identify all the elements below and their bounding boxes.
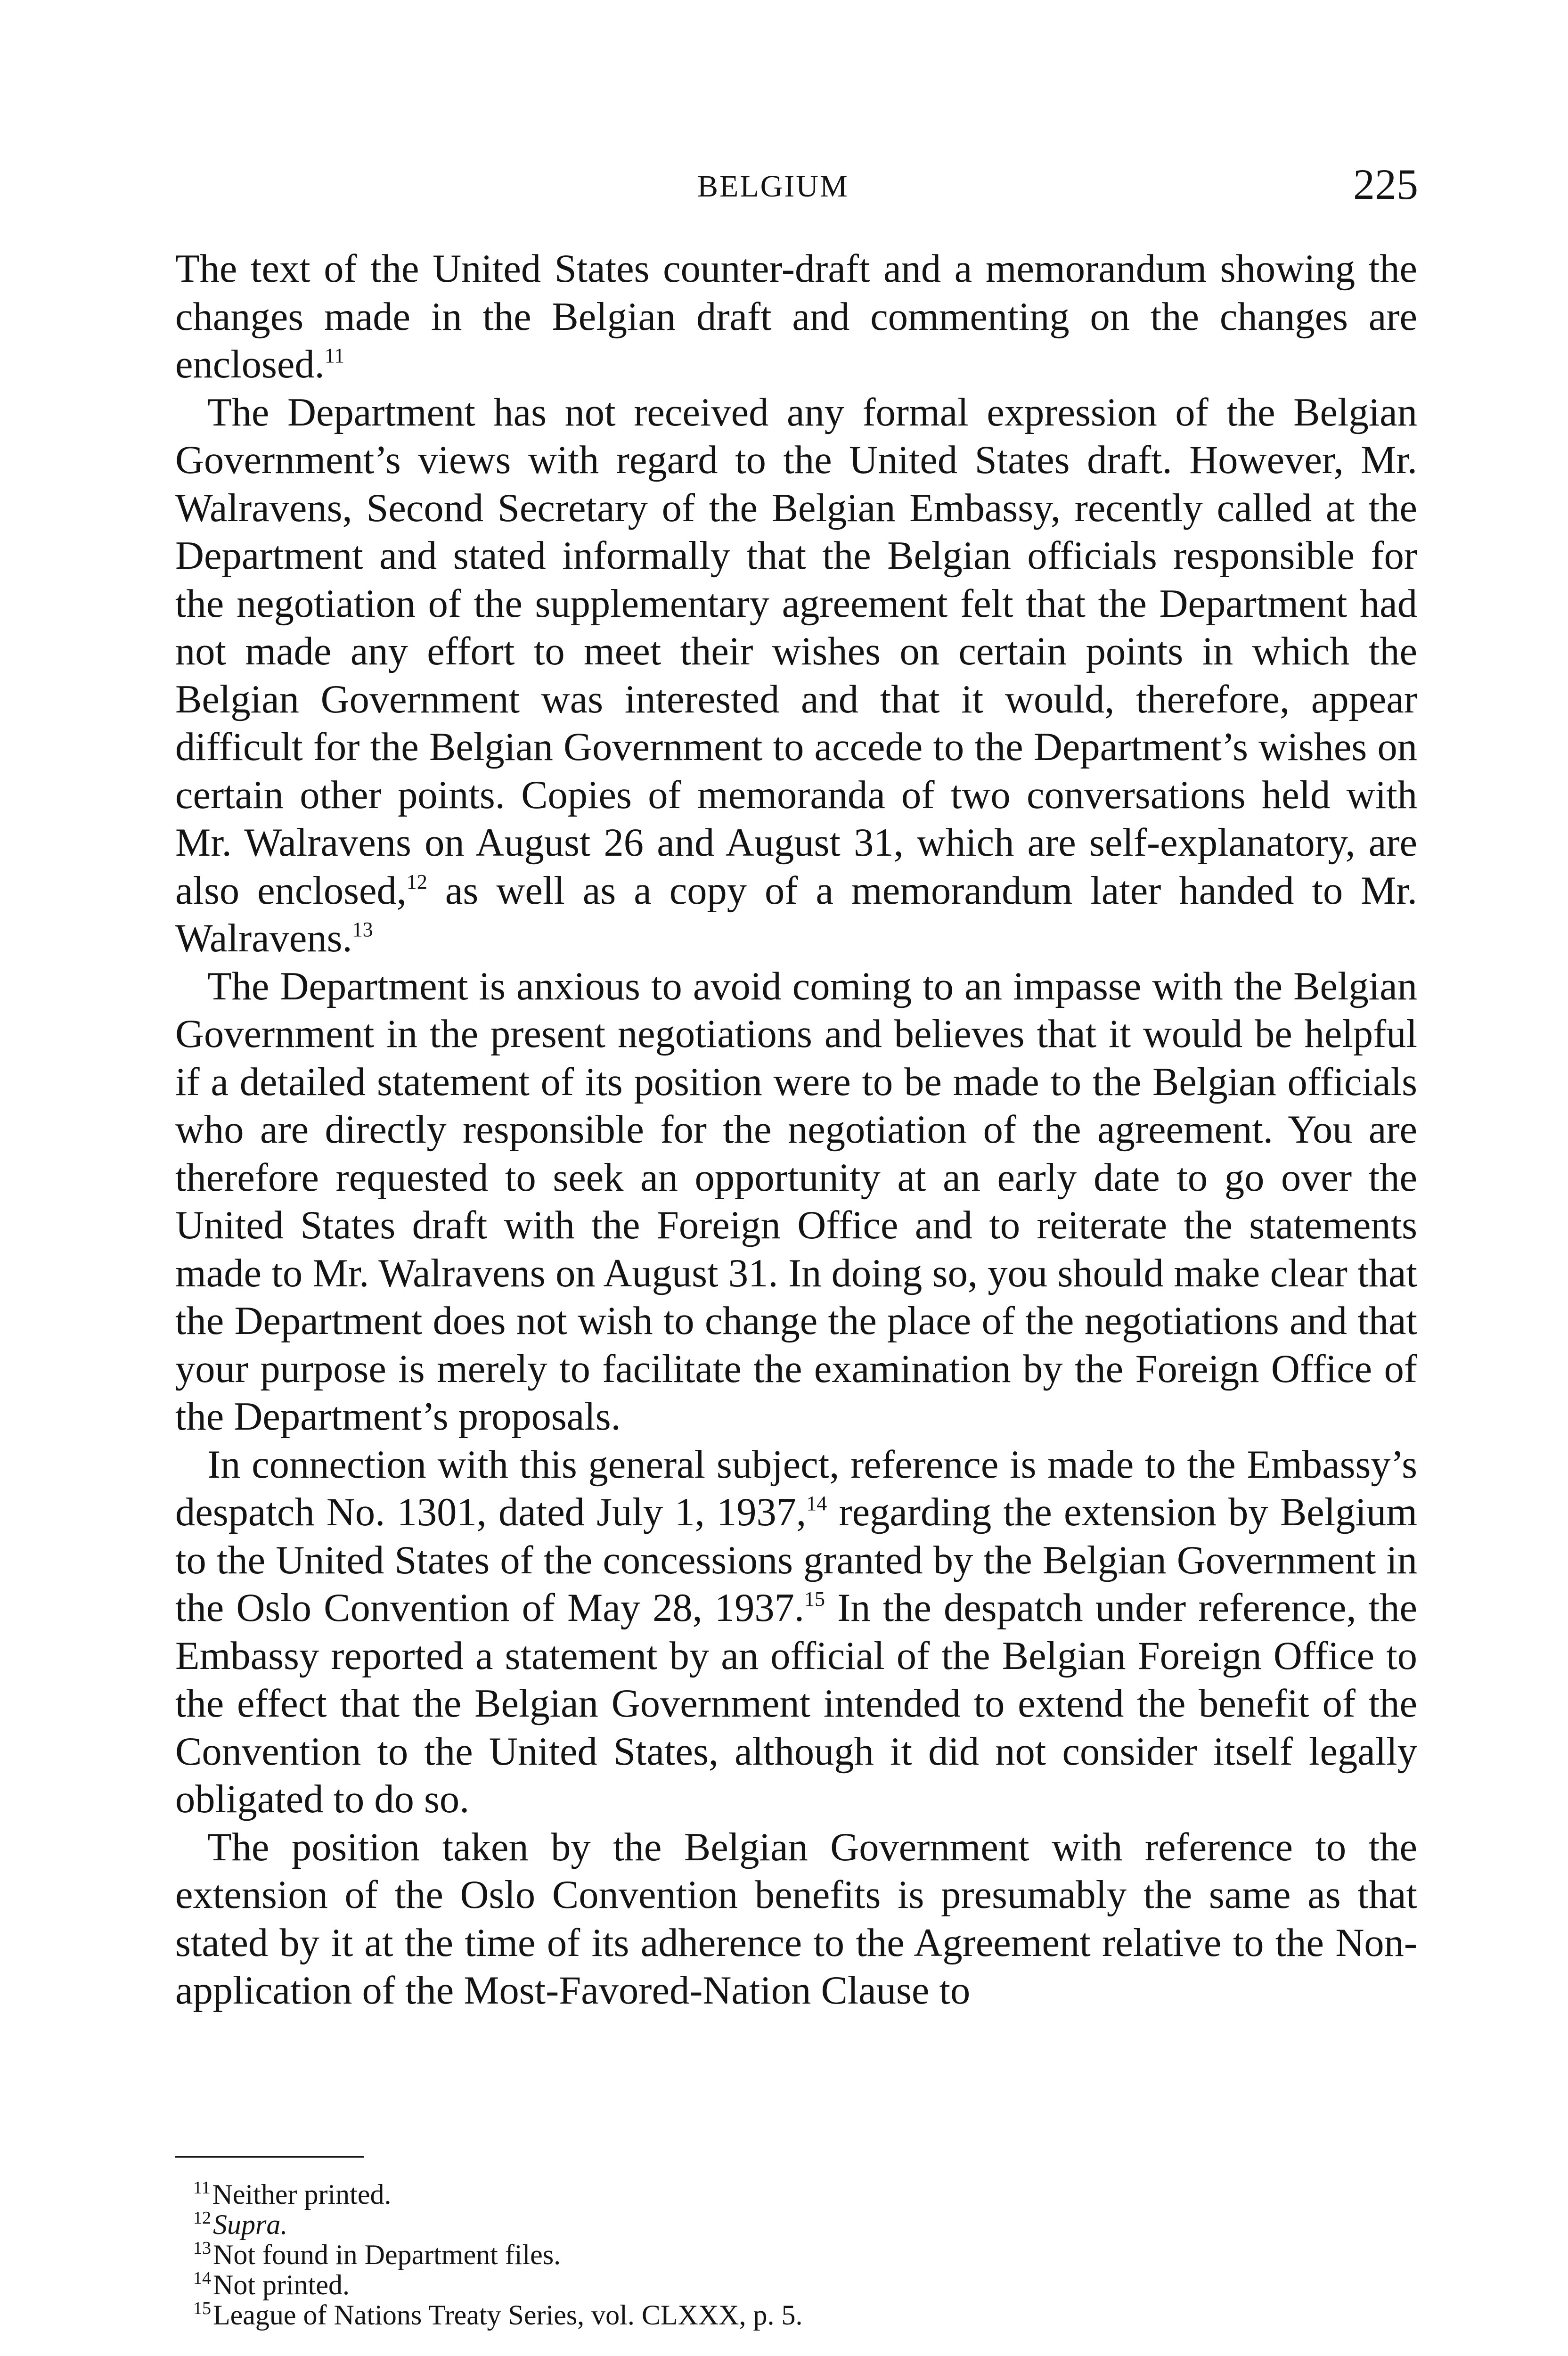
footnote-ref-11: 11 [324,344,345,367]
footnote-11 [193,2179,1230,2209]
footnote-divider [175,2156,364,2158]
footnote-ref-13: 13 [352,918,373,941]
paragraph-text: The Department is anxious to avoid coming to an impasse with the Belgian Government in the present negotiations and believes that it would be helpful if a detailed statement of its position were to be made to the Belgian officials who are directly responsible for the negotiation of the agreement. You are therefore requested to seek an opportunity at an early date to go over the United States draft with the Foreign Office and to reiterate the statements made to Mr. Walravens on August 31. In doing so, you should make clear that the Department does not wish to change the place of the negotiations and that your purpose is merely to facilitate the examination by the Foreign Office of the Department’s proposals. [175,964,1417,1439]
footnote-mark: 11 [193,2178,211,2198]
footnote-text: League of Nations Treaty Series, vol. CLXXX, p. 5. [213,2299,803,2331]
footnote-12 [193,2209,1230,2240]
footnote-mark: 15 [193,2299,211,2318]
page-number: 225 [1353,160,1418,208]
paragraph-text: In the despatch under reference, the Embassy reported a statement by an official of the Belgian Foreign Office to the effect that the Belgian Government intended to extend the benefit of the Convention to the United States, although it did not consider itself legally obligated to do so. [175,1586,1417,1821]
footnote-text: Supra. [213,2209,288,2240]
paragraph-text: The Department has not received any formal expression of the Belgian Government’s views with regard to the United States draft. However, Mr. Walravens, Second Secretary of the Belgian Embassy, recently called at the Department and stated informally that the Belgian officials responsible for the negotiation of the supplementary agreement felt that the Department had not made any effort to meet their wishes on certain points in which the Belgian Government was interested and that it would, therefore, appear difficult for the Belgian Government to accede to the Department’s wishes on certain other points. Copies of memoranda of two conversations held with Mr. Walravens on August 26 and August 31, which are self-explanatory, are also enclosed, [175,390,1417,913]
running-title: BELGIUM [697,169,849,204]
footnotes [193,2179,1230,2330]
running-head [0,160,1568,219]
footnote-text: Not found in Department files. [213,2239,561,2270]
paragraph-1 [175,245,1417,389]
paragraph-2 [175,389,1417,963]
footnote-ref-12: 12 [406,870,427,893]
paragraph-text: as well as a copy of a memorandum later handed to Mr. Walravens. [175,868,1417,960]
paragraph-4 [175,1441,1417,1824]
footnote-mark: 13 [193,2238,211,2258]
paragraph-text: regarding the extension by Belgium to the United States of the concessions granted by the Belgian Government in the Oslo Convention of May 28, 1937. [175,1490,1417,1630]
footnote-text: Not printed. [213,2269,350,2300]
paragraph-text: In connection with this general subject, reference is made to the Embassy’s despatch No. 1301, dated July 1, 1937, [175,1442,1417,1534]
paragraph-text: The position taken by the Belgian Government with reference to the extension of the Oslo Convention benefits is presumably the same as that stated by it at the time of its adherence to the Agreement relative to the Non-application of the Most-Favored-Nation Clause to [175,1825,1417,2012]
footnote-mark: 12 [193,2208,211,2228]
footnote-ref-15: 15 [804,1587,825,1611]
footnote-13 [193,2240,1230,2270]
footnote-15 [193,2300,1230,2330]
paragraph-5 [175,1824,1417,2015]
body-text [175,245,1417,2015]
footnote-mark: 14 [193,2268,211,2288]
paragraph-3 [175,963,1417,1441]
footnote-14 [193,2270,1230,2300]
footnote-text: Neither printed. [212,2179,392,2210]
paragraph-text: The text of the United States counter-draft and a memorandum showing the changes made in the Belgian draft and commenting on the changes are enclosed. [175,247,1417,386]
footnote-ref-14: 14 [806,1492,827,1515]
